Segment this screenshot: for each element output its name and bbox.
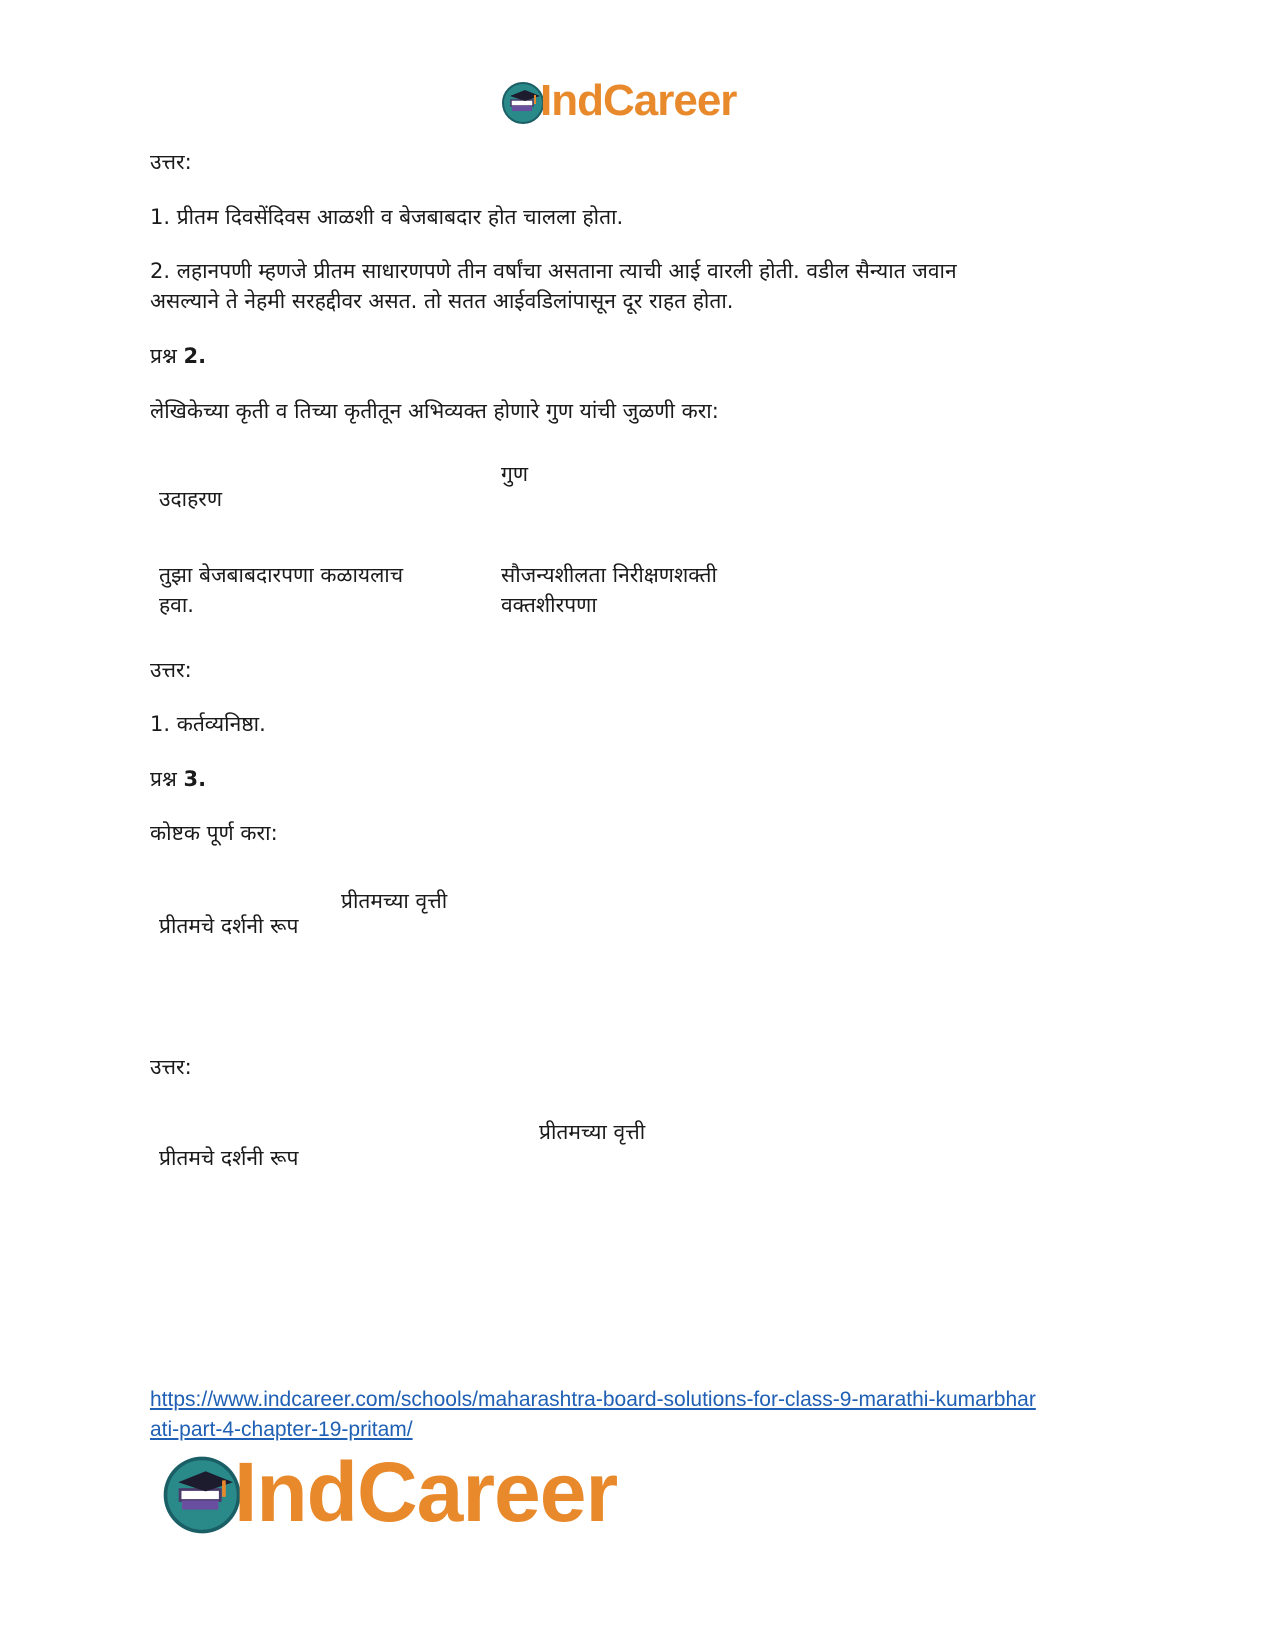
question-number: 2. — [183, 344, 207, 368]
question-prefix: प्रश्न — [150, 767, 177, 791]
table-header: प्रीतमचे दर्शनी रूप — [159, 1146, 299, 1170]
answer-label: उत्तर: — [150, 658, 192, 682]
question-prefix: प्रश्न — [150, 344, 177, 368]
question-heading — [150, 764, 206, 794]
table-header: प्रीतमच्या वृत्ती — [539, 1120, 646, 1144]
answer-item: 2. लहानपणी म्हणजे प्रीतम साधारणपणे तीन वर्षांचा असताना त्याची आई वारली होती. वडील सैन्यात जवान — [150, 259, 957, 283]
table-cell: सौजन्यशीलता निरीक्षणशक्ती — [501, 563, 717, 587]
question-prompt: लेखिकेच्या कृती व तिच्या कृतीतून अभिव्यक्त होणारे गुण यांची जुळणी करा: — [150, 399, 719, 423]
table-cell: तुझा बेजबाबदारपणा कळायलाच — [159, 563, 404, 587]
table-header: प्रीतमचे दर्शनी रूप — [159, 914, 299, 938]
answer-label: उत्तर: — [150, 150, 192, 174]
table-header: गुण — [501, 462, 529, 486]
footer-logo-text: IndCareer — [234, 1445, 618, 1539]
question-prompt: कोष्टक पूर्ण करा: — [150, 821, 278, 845]
source-link-line2: ati-part-4-chapter-19-pritam/ — [150, 1418, 413, 1441]
source-link[interactable] — [150, 1385, 1150, 1445]
header-logo — [500, 78, 780, 128]
answer-item: असल्याने ते नेहमी सरहद्दीवर असत. तो सतत आईवडिलांपासून दूर राहत होता. — [150, 289, 734, 313]
answer-item: 1. कर्तव्यनिष्ठा. — [150, 712, 266, 736]
footer-logo — [160, 1445, 700, 1540]
answer-item: 1. प्रीतम दिवसेंदिवस आळशी व बेजबाबदार होत चालला होता. — [150, 205, 624, 229]
graduation-book-globe-icon — [160, 1453, 244, 1537]
table-cell: वक्तशीरपणा — [501, 593, 597, 617]
table-header: उदाहरण — [159, 487, 223, 511]
source-link-line1: https://www.indcareer.com/schools/maharashtra-board-solutions-for-class-9-marathi-kumarbhar — [150, 1388, 1036, 1411]
table-header: प्रीतमच्या वृत्ती — [341, 889, 448, 913]
question-number: 3. — [183, 767, 207, 791]
table-cell: हवा. — [159, 593, 194, 617]
answer-label: उत्तर: — [150, 1055, 192, 1079]
header-logo-text: IndCareer — [540, 76, 737, 125]
question-heading — [150, 341, 206, 371]
